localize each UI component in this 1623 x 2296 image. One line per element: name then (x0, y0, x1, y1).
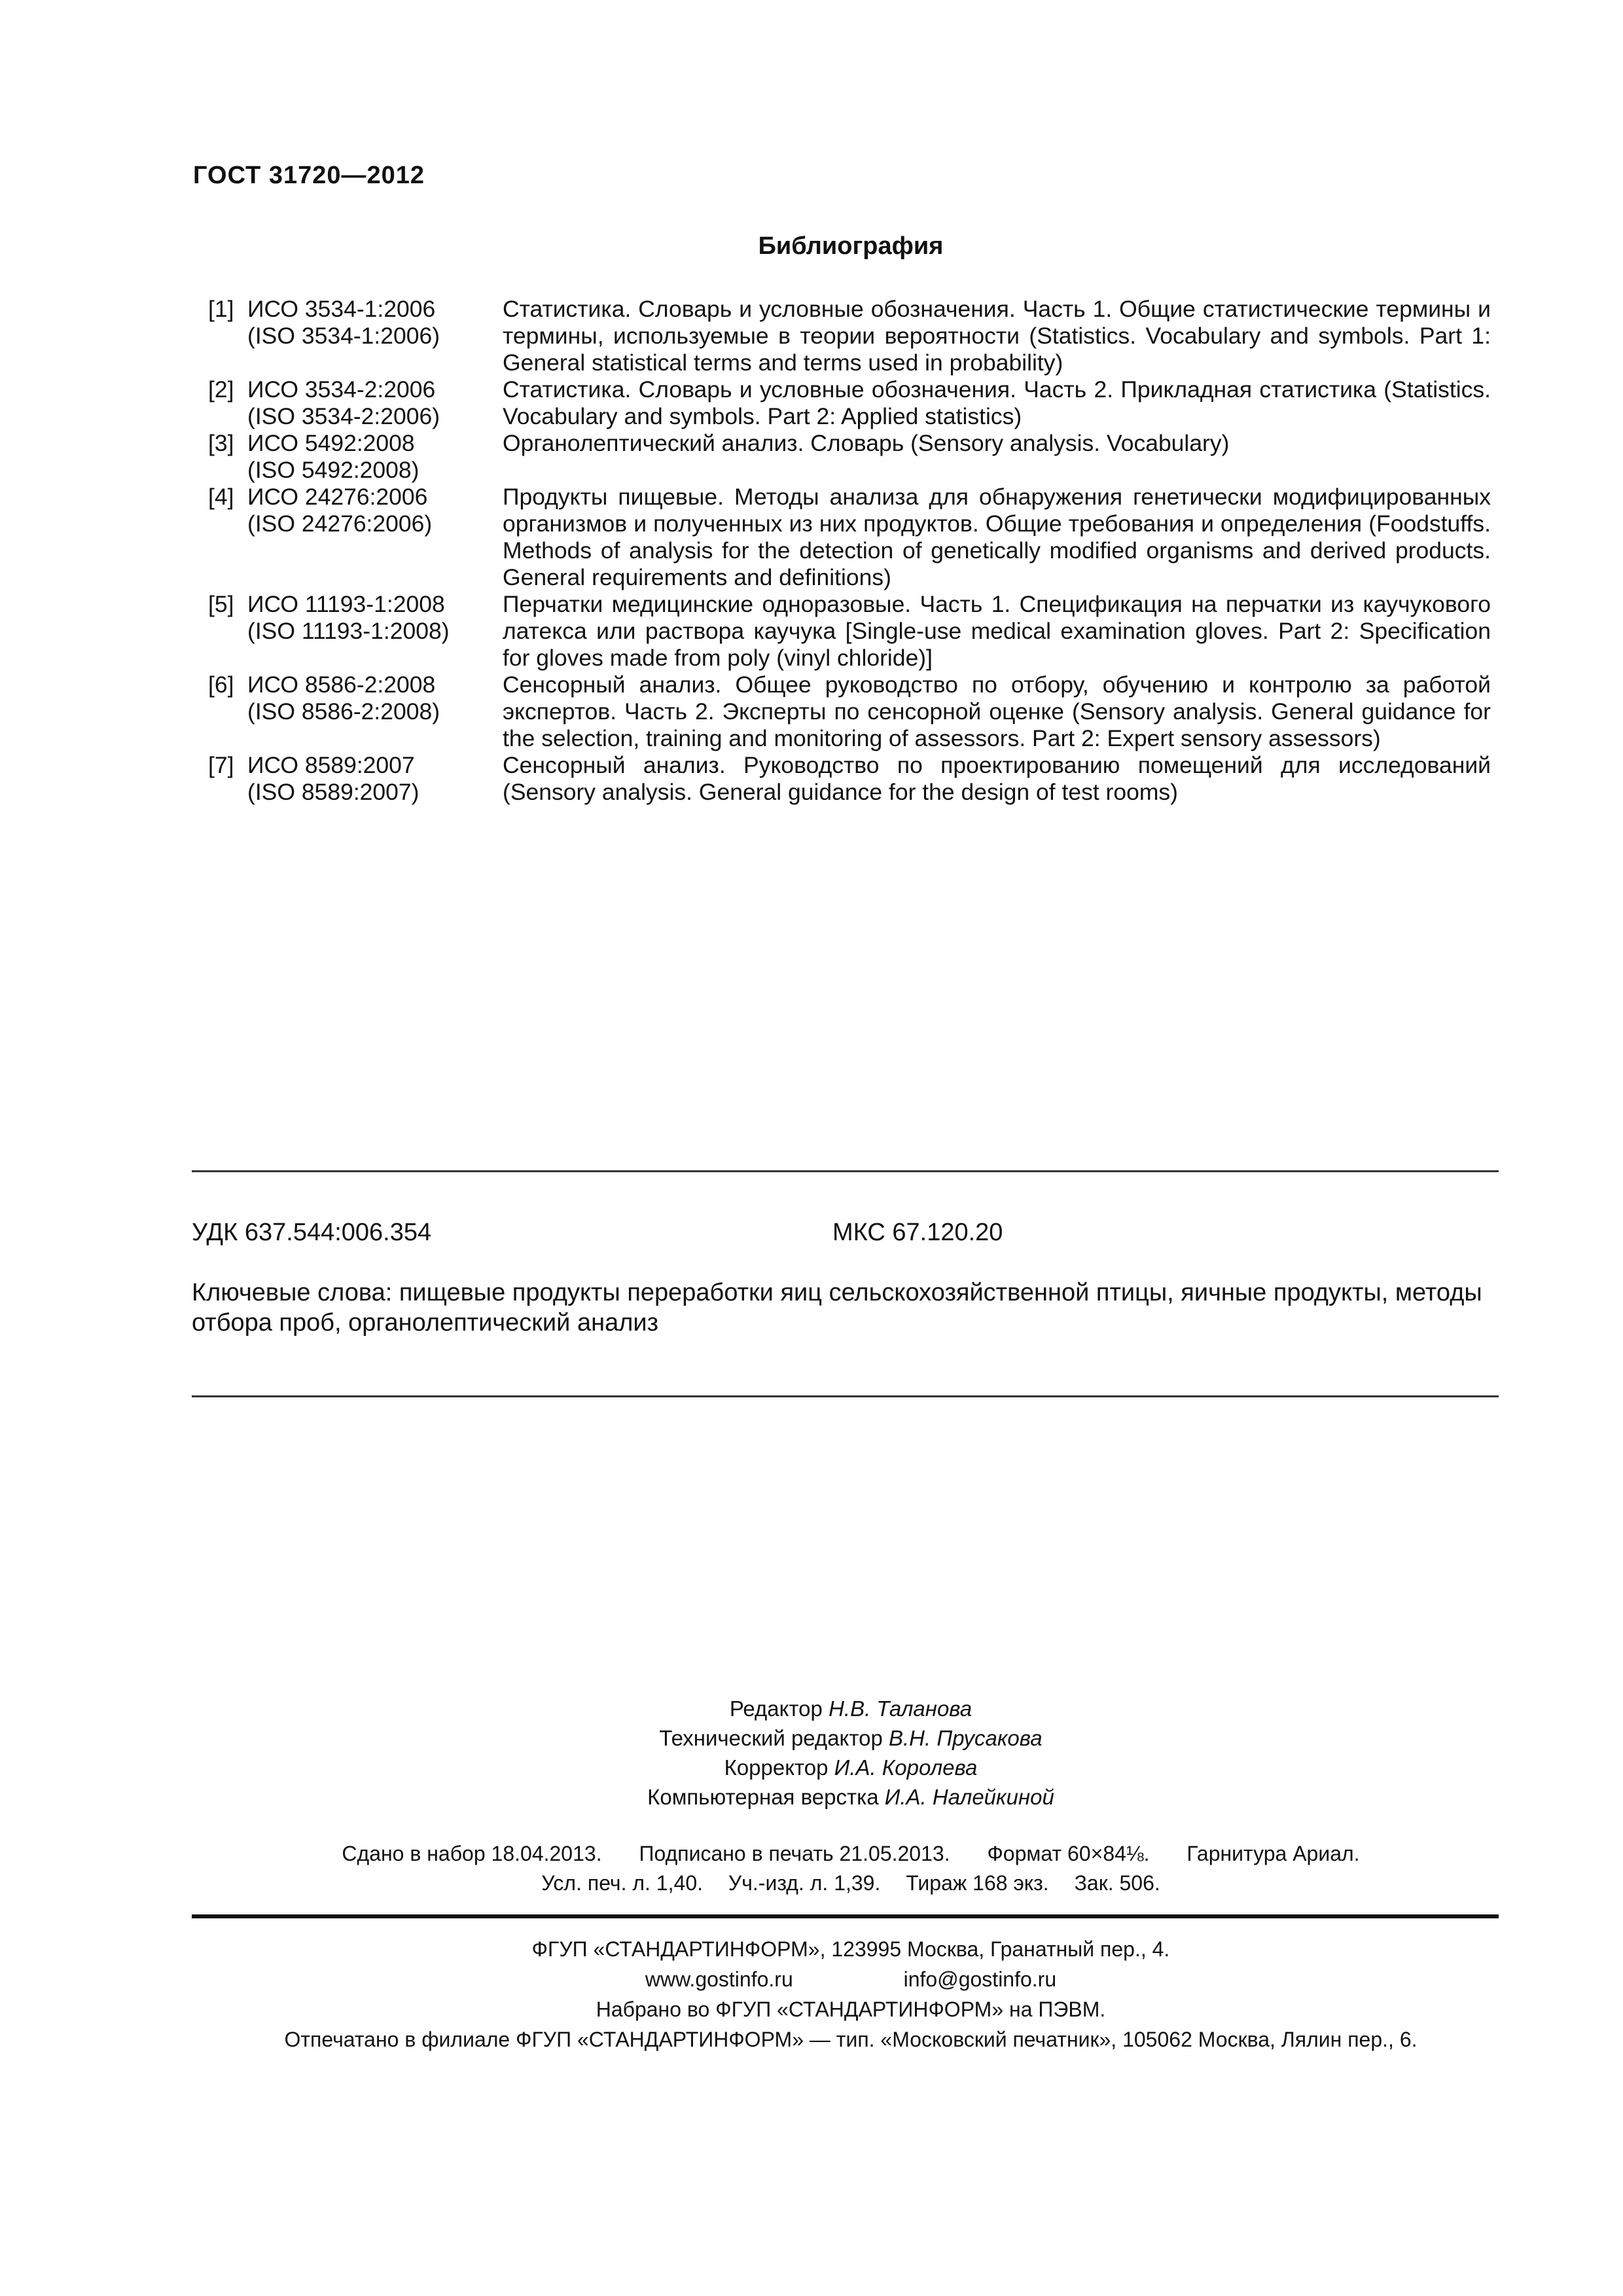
tech-editor-name: В.Н. Прусакова (888, 1726, 1043, 1750)
edition-sheets: Уч.-изд. л. 1,39. (728, 1871, 881, 1895)
corrector-line (0, 1753, 1623, 1782)
udk-code: УДК 637.544:006.354 (192, 1219, 432, 1246)
entry-number: [6] (208, 672, 234, 698)
paper-format: Формат 60×84⅛. (987, 1842, 1150, 1865)
entry-reference (247, 672, 503, 752)
layout-name: И.А. Налейкиной (884, 1785, 1054, 1809)
editor-name: Н.В. Таланова (829, 1696, 972, 1721)
corrector-name: И.А. Королева (834, 1755, 978, 1780)
entry-reference-ru: ИСО 3534-2:2006 (247, 376, 436, 403)
entry-description: Сенсорный анализ. Руководство по проектированию помещений для исследований (Sensory analysis. General guidance for the design of test rooms) (503, 752, 1491, 805)
entry-reference-en: (ISO 3534-1:2006) (247, 323, 440, 349)
entry-reference-ru: ИСО 11193-1:2008 (247, 591, 445, 617)
corrector-label: Корректор (724, 1755, 829, 1780)
staff-credits (0, 1694, 1623, 1812)
entry-number: [4] (208, 484, 234, 510)
bibliography-entry (208, 752, 1491, 806)
typeset-date: Сдано в набор 18.04.2013. (342, 1842, 602, 1865)
signed-date: Подписано в печать 21.05.2013. (639, 1842, 950, 1865)
entry-description: Органолептический анализ. Словарь (Sensory analysis. Vocabulary) (503, 430, 1230, 456)
typesetting-note: Набрано во ФГУП «СТАНДАРТИНФОРМ» на ПЭВМ. (596, 1998, 1106, 2021)
entry-number: [1] (208, 296, 234, 322)
entry-reference-en: (ISO 5492:2008) (247, 457, 419, 483)
bibliography-list (208, 296, 1491, 806)
print-run: Тираж 168 экз. (906, 1871, 1049, 1895)
entry-reference-en: (ISO 8589:2007) (247, 779, 419, 805)
bibliography-entry (208, 296, 1491, 376)
layout-label: Компьютерная верстка (647, 1785, 879, 1809)
bibliography-entry (208, 376, 1491, 430)
order-number: Зак. 506. (1074, 1871, 1160, 1895)
entry-reference-ru: ИСО 3534-1:2006 (247, 296, 436, 322)
entry-reference (247, 484, 503, 591)
bibliography-entry (208, 430, 1491, 484)
entry-number: [3] (208, 430, 234, 456)
entry-description: Сенсорный анализ. Общее руководство по отбору, обучению и контролю за работой экспертов. Часть 2. Эксперты по сенсорной оценке (Sensory analysis. General guidance for the selection, training and monitoring of assessors. Part 2: Expert sensory assessors) (503, 672, 1491, 751)
publisher-info (0, 1934, 1623, 2054)
print-info (0, 1839, 1623, 1898)
publisher-email[interactable]: info@gostinfo.ru (903, 1967, 1057, 1991)
entry-description: Продукты пищевые. Методы анализа для обнаружения генетически модифицированных организмов и полученных из них продуктов. Общие требования и определения (Foodstuffs. Methods of analysis for the detection of genetically modified organisms and derived products. General requirements and definitions) (503, 484, 1491, 590)
divider-top (192, 1170, 1499, 1172)
typeface: Гарнитура Ариал. (1186, 1842, 1360, 1865)
divider-bottom (192, 1395, 1499, 1397)
printed-sheets: Усл. печ. л. 1,40. (541, 1871, 703, 1895)
entry-reference-en: (ISO 8586-2:2008) (247, 698, 440, 725)
entry-reference-ru: ИСО 5492:2008 (247, 430, 415, 456)
entry-description: Статистика. Словарь и условные обозначения. Часть 2. Прикладная статистика (Statistics. Vocabulary and symbols. Part 2: Applied statistics) (503, 376, 1491, 429)
entry-reference-en: (ISO 24276:2006) (247, 511, 433, 537)
publisher-address: ФГУП «СТАНДАРТИНФОРМ», 123995 Москва, Гранатный пер., 4. (531, 1937, 1170, 1961)
entry-number: [2] (208, 376, 234, 403)
tech-editor-line (0, 1723, 1623, 1753)
entry-reference (247, 430, 503, 484)
publisher-website[interactable]: www.gostinfo.ru (645, 1967, 793, 1991)
entry-reference-en: (ISO 3534-2:2006) (247, 403, 440, 429)
entry-number: [5] (208, 591, 234, 617)
print-info-line-1 (0, 1839, 1623, 1869)
document-code: ГОСТ 31720—2012 (193, 162, 425, 189)
entry-reference (247, 752, 503, 806)
publisher-contacts (0, 1964, 1623, 1994)
editor-label: Редактор (729, 1696, 823, 1721)
entry-reference-en: (ISO 11193-1:2008) (247, 618, 450, 644)
mks-code: МКС 67.120.20 (832, 1219, 1003, 1246)
entry-reference (247, 376, 503, 430)
entry-description: Перчатки медицинские одноразовые. Часть 1. Спецификация на перчатки из каучукового латекса или раствора каучука [Single-use medical examination gloves. Part 2: Specification for gloves made from poly (vinyl chloride)] (503, 591, 1491, 671)
print-info-line-2 (0, 1869, 1623, 1898)
tech-editor-label: Технический редактор (659, 1726, 883, 1750)
layout-line (0, 1782, 1623, 1812)
printing-note: Отпечатано в филиале ФГУП «СТАНДАРТИНФОРМ» — тип. «Московский печатник», 105062 Москва, Лялин пер., 6. (284, 2028, 1418, 2051)
entry-reference-ru: ИСО 8586-2:2008 (247, 672, 436, 698)
bibliography-entry (208, 591, 1491, 672)
entry-number: [7] (208, 752, 234, 778)
keywords: Ключевые слова: пищевые продукты переработки яиц сельскохозяйственной птицы, яичные продукты, методы отбора проб, органолептический анализ (192, 1279, 1482, 1336)
editor-line (0, 1694, 1623, 1723)
entry-reference (247, 591, 503, 672)
entry-reference (247, 296, 503, 376)
bibliography-title: Библиография (758, 232, 944, 260)
entry-description: Статистика. Словарь и условные обозначения. Часть 1. Общие статистические термины и термины, используемые в теории вероятности (Statistics. Vocabulary and symbols. Part 1: General statistical terms and terms used in probability) (503, 296, 1491, 376)
bibliography-entry (208, 484, 1491, 591)
bibliography-entry (208, 672, 1491, 752)
entry-reference-ru: ИСО 24276:2006 (247, 484, 428, 510)
divider-publisher (192, 1914, 1499, 1918)
entry-reference-ru: ИСО 8589:2007 (247, 752, 415, 778)
